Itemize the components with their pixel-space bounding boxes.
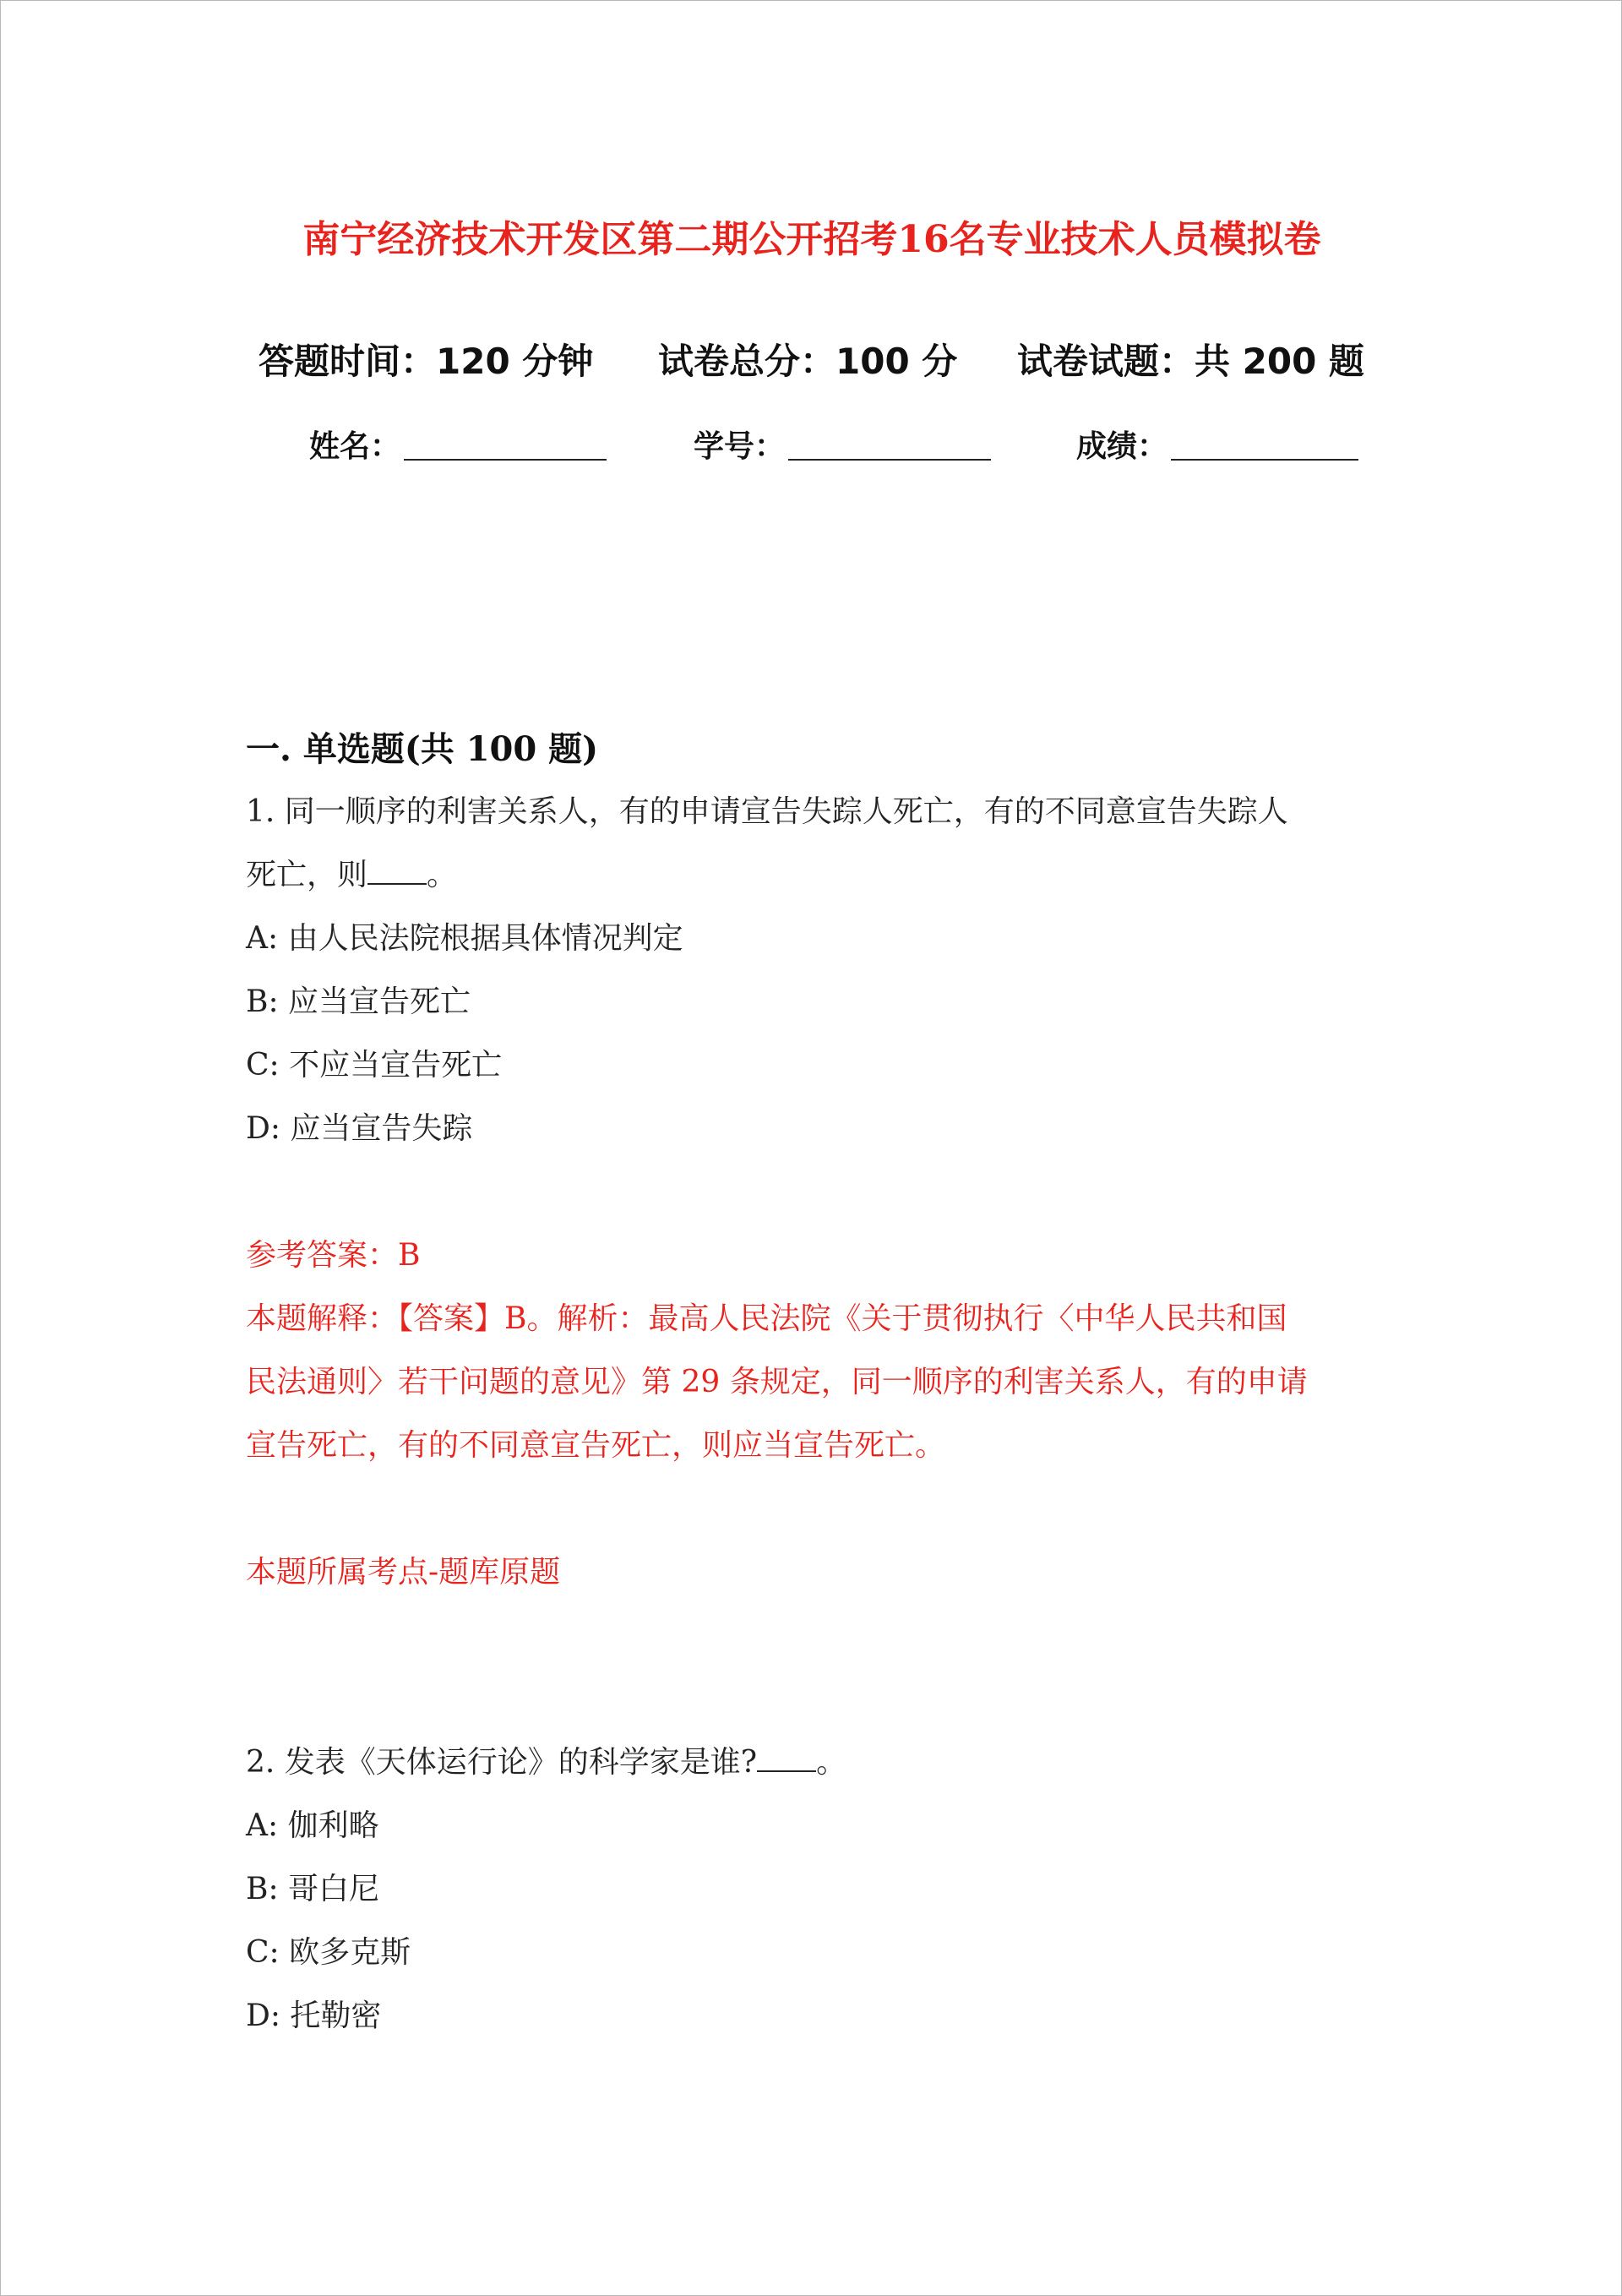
question-1-answer: 参考答案：B: [246, 1238, 421, 1273]
question-1-explanation-line2: 民法通则〉若干问题的意见》第 29 条规定，同一顺序的利害关系人，有的申请: [246, 1365, 1308, 1399]
exam-time: 答题时间：120 分钟: [259, 341, 594, 382]
question-2-stem-end: 。: [816, 1745, 847, 1780]
question-2-option-c[interactable]: C: 欧多克斯: [246, 1935, 411, 1970]
question-1-topic: 本题所属考点-题库原题: [246, 1555, 561, 1590]
section-title: 一. 单选题(共 100 题): [246, 729, 599, 769]
student-id-blank[interactable]: [788, 422, 991, 461]
student-id-field[interactable]: [694, 422, 991, 472]
question-2-option-d[interactable]: D: 托勒密: [246, 1999, 382, 2033]
question-2-option-a[interactable]: A: 伽利略: [246, 1808, 379, 1843]
question-1-option-c[interactable]: C: 不应当宣告死亡: [246, 1048, 503, 1083]
question-2-answer-blank: [757, 1737, 816, 1772]
exam-title: 南宁经济技术开发区第二期公开招考16名专业技术人员模拟卷: [302, 218, 1321, 261]
exam-content: [246, 719, 1395, 2048]
name-field[interactable]: [309, 422, 607, 472]
question-1-answer-blank: [367, 849, 427, 885]
question-2-stem-text: 2. 发表《天体运行论》的科学家是谁?: [246, 1745, 758, 1780]
question-1-stem-end: 。: [427, 858, 458, 892]
question-1-stem-line2-text: 死亡，则: [246, 858, 368, 892]
question-1-stem-line2: [246, 843, 1395, 907]
question-1-option-b[interactable]: B: 应当宣告死亡: [246, 984, 471, 1019]
score-label: 成绩：: [1076, 429, 1168, 464]
name-label: 姓名：: [309, 429, 401, 464]
question-2-stem: [246, 1731, 1395, 1794]
question-1-option-a[interactable]: A: 由人民法院根据具体情况判定: [246, 921, 683, 956]
question-1-explanation-line1: 本题解释：【答案】B。解析：最高人民法院《关于贯彻执行〈中华人民共和国: [246, 1301, 1287, 1336]
score-field[interactable]: [1076, 422, 1358, 472]
question-2: [246, 1731, 1395, 2048]
exam-question-count: 试卷试题：共 200 题: [1017, 341, 1364, 382]
score-blank[interactable]: [1171, 422, 1358, 461]
question-1-stem-line1: 1. 同一顺序的利害关系人，有的申请宣告失踪人死亡，有的不同意宣告失踪人: [246, 794, 1288, 829]
question-2-option-b[interactable]: B: 哥白尼: [246, 1872, 380, 1906]
student-id-label: 学号：: [694, 429, 786, 464]
student-info: [1, 422, 1622, 472]
question-1: [246, 780, 1395, 1604]
exam-total-score: 试卷总分：100 分: [658, 341, 958, 382]
question-1-explanation-line3: 宣告死亡，有的不同意宣告死亡，则应当宣告死亡。: [246, 1428, 946, 1463]
exam-meta: [1, 332, 1622, 391]
question-1-option-d[interactable]: D: 应当宣告失踪: [246, 1111, 473, 1146]
name-blank[interactable]: [404, 422, 607, 461]
